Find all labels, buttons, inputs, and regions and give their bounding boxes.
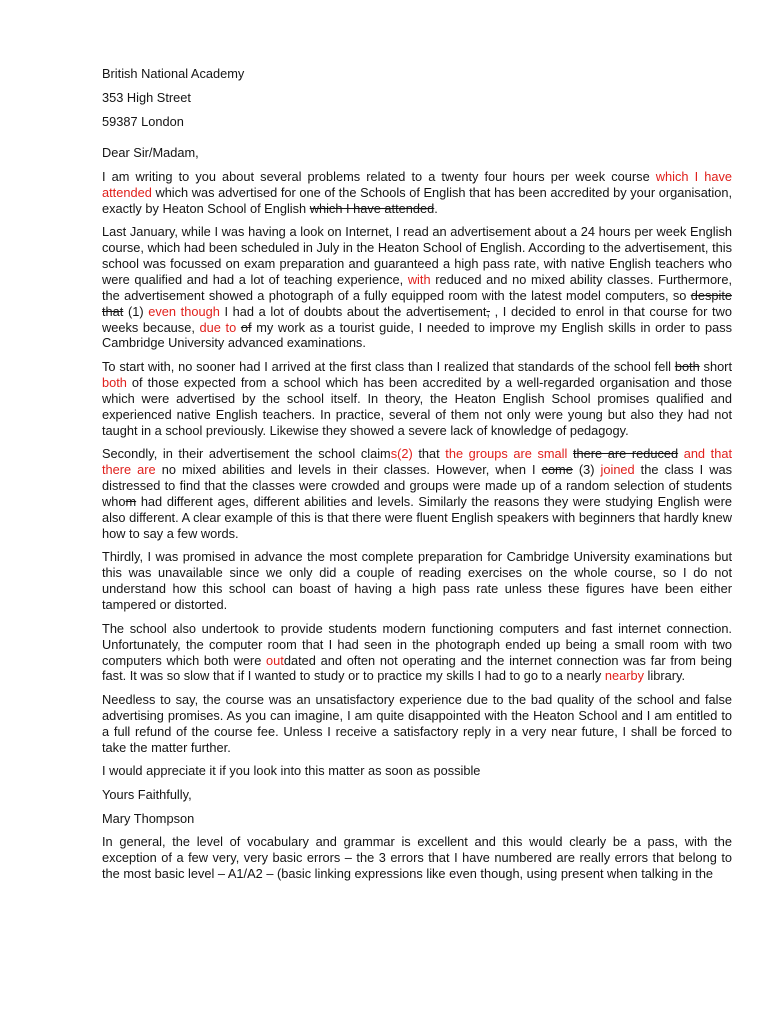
paragraph-text: that	[412, 446, 446, 462]
paragraph-text: short	[699, 359, 733, 375]
paragraph-text: the class I was distressed to find that the classes were crowded and groups were made up of a random selection of students who	[102, 462, 732, 509]
letter-paragraph	[102, 446, 732, 541]
address-line-city: 59387 London	[102, 114, 184, 129]
signature-name: Mary Thompson	[102, 810, 195, 826]
address-line-organisation: British National Academy	[102, 66, 245, 81]
letter-paragraph	[102, 549, 732, 613]
letter-paragraph	[102, 224, 732, 351]
paragraph-text: , I decided to enrol in that course for two weeks because,	[102, 303, 732, 335]
sign-off: Yours Faithfully,	[102, 786, 192, 802]
paragraph-text: .	[434, 200, 438, 216]
inserted-correction: with	[407, 271, 431, 287]
closing-line: I would appreciate it if you look into this matter as soon as possible	[102, 763, 481, 779]
paragraph-text: which was advertised for one of the Schools of English that has been accredited by your organisation, exactly by Heaton School of English	[102, 184, 732, 216]
recipient-address	[102, 66, 732, 130]
letter-paragraph	[102, 359, 732, 439]
inserted-correction: the groups are small	[445, 446, 568, 462]
paragraph-text: my work as a tourist guide, I needed to improve my English skills in order to pass Cambridge University advanced examinations.	[102, 319, 732, 351]
paragraph-text: library.	[644, 668, 686, 684]
paragraph-text: Thirdly, I was promised in advance the most complete preparation for Cambridge University examinations but this was unavailable since we only did a couple of reading exercises on the whole course, so I do not understand how this school can boast of having a high pass rate unless these figures have been either tampered or distorted.	[102, 549, 732, 613]
inserted-correction: even though	[148, 303, 220, 319]
paragraph-text: (1)	[123, 303, 149, 319]
paragraph-text: I am writing to you about several problems related to a twenty four hours per week course	[102, 168, 656, 184]
paragraph-text: Needless to say, the course was an unsatisfactory experience due to the bad quality of the school and false advertising promises. As you can imagine, I am quite disappointed with the Heaton School and I am entitled to a full refund of the course fee. Unless I receive a satisfactory reply in a very near future, I shall be forced to take the matter further.	[102, 692, 732, 755]
inserted-correction: nearby	[604, 668, 644, 684]
paragraph-text: dated and often not operating and the internet connection was far from being fast. It was so slow that if I wanted to study or to practice my skills I had to go to a nearly	[102, 652, 732, 684]
letter-paragraph	[102, 169, 732, 217]
struck-text: m	[125, 493, 137, 509]
paragraph-text: I had a lot of doubts about the advertisement	[219, 303, 487, 319]
paragraph-text: Last January, while I was having a look on Internet, I read an advertisement about a 24 hours per week English course, which had been scheduled in July in the Heaton School of English. According to the advertisement, this school was focussed on exam preparation and guaranteed a high pass rate, with native English teachers who were qualified and had a lot of teaching experience,	[102, 224, 732, 287]
paragraph-text: Secondly, in their advertisement the school claim	[102, 446, 391, 462]
letter-paragraph	[102, 692, 732, 756]
struck-text: of	[240, 319, 252, 335]
struck-text: ,	[486, 303, 490, 319]
inserted-correction: which I have attended	[102, 168, 732, 200]
inserted-correction: joined	[600, 462, 635, 478]
paragraph-text: no mixed abilities and levels in their classes. However, when I	[155, 462, 542, 478]
salutation: Dear Sir/Madam,	[102, 144, 199, 160]
struck-text: despite that	[102, 287, 732, 319]
letter-body	[102, 169, 732, 756]
address-line-street: 353 High Street	[102, 90, 191, 105]
struck-text: there are reduced	[572, 446, 679, 462]
paragraph-text: To start with, no sooner had I arrived at the first class than I realized that standards of the school fell	[102, 359, 675, 375]
struck-text: which I have attended	[309, 200, 435, 216]
struck-text: come	[541, 462, 573, 478]
struck-text: both	[674, 359, 700, 375]
inserted-correction: s(2)	[390, 446, 413, 462]
inserted-correction: and that there are	[102, 446, 732, 478]
paragraph-text: reduced and no mixed ability classes. Furthermore, the advertisement showed a photograph of a fully equipped room with the latest model computers, so	[102, 271, 732, 303]
paragraph-text: had different ages, different abilities and levels. Similarly the reasons they were studying English were also different. A clear example of this is that there were fluent English speakers with beginners that hardly knew how to say a few words.	[102, 493, 732, 541]
inserted-correction: due to	[199, 319, 237, 335]
letter-paragraph	[102, 621, 732, 685]
teacher-comment: In general, the level of vocabulary and grammar is excellent and this would clearly be a pass, with the exception of a few very, very basic errors – the 3 errors that I have numbered are really errors that belong to the most basic level – A1/A2 – (basic linking expressions like even though, using present when talking in the	[102, 834, 732, 881]
paragraph-text: The school also undertook to provide students modern functioning computers and fast internet connection. Unfortunately, the computer room that I had seen in the photograph ended up being a small room with two computers which both were	[102, 620, 732, 668]
paragraph-text: (3)	[572, 462, 601, 478]
inserted-correction: out	[266, 652, 284, 668]
paragraph-text: of those expected from a school which has been accredited by a well-regarded organisation and those which were advertised by the school itself. In theory, the Heaton English School promises qualified and experienced native English teachers. In practice, several of them not only were young but also they had not taught in a school previously. Likewise they showed a severe lack of knowledge of pedagogy.	[102, 374, 732, 438]
inserted-correction: both	[102, 374, 127, 390]
